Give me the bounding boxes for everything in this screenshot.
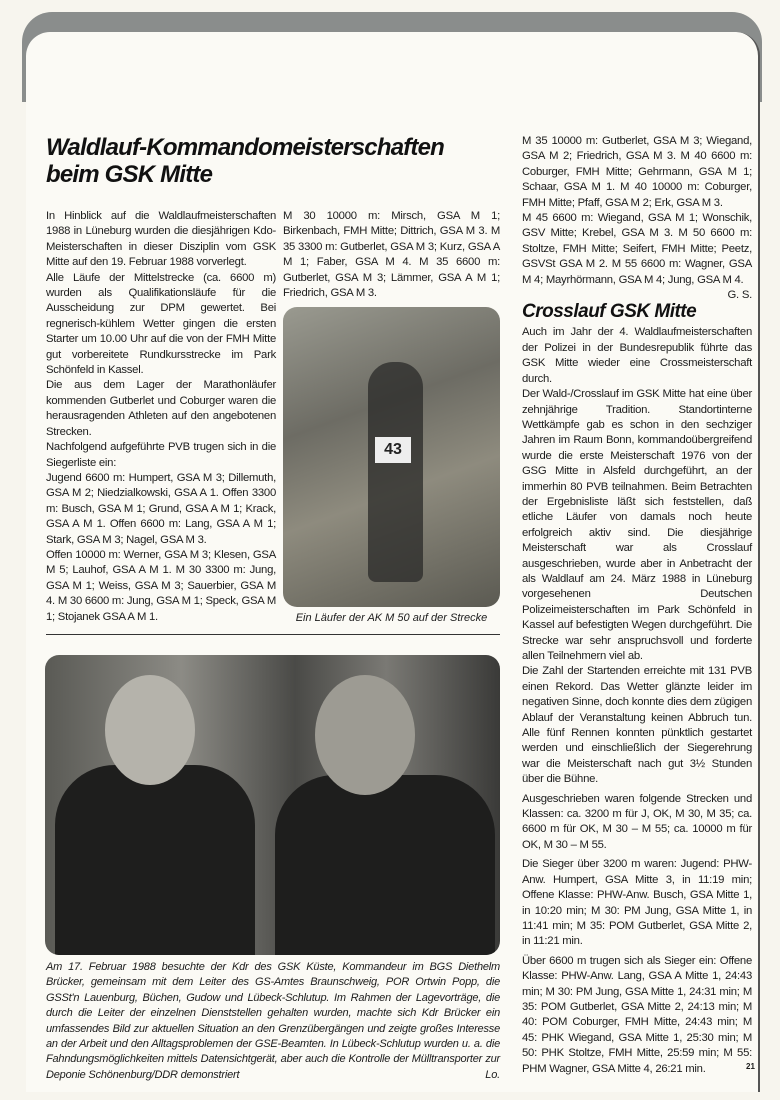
right-column bbox=[522, 134, 752, 1077]
paragraph: Die Sieger über 3200 m waren: Jugend: PHW-Anw. Humpert, GSA Mitte 3, in 11:19 min; Offene Klasse: PHW-Anw. Busch, GSA Mitte 1, in 10:20 min; M 30: PM Jung, GSA Mitte 1, in 11:41 min; M 35: POM Gutberlet, GSA Mitte 2, in 11:21 min. bbox=[522, 858, 752, 948]
officer-left bbox=[55, 765, 255, 955]
left-column bbox=[46, 209, 276, 625]
paragraph: Jugend 6600 m: Humpert, GSA M 3; Dillemuth, GSA M 2; Niedzialkowski, GSA A 1. Offen 3300 m: Busch, GSA M 1; Grund, GSA A M 1; Krack, GSA A M 1. Offen 6600 m: Lang, GSA A M 1; Stark, GSA M 3; Nagel, GSA M 3. bbox=[46, 471, 276, 546]
title-line-2: beim GSK Mitte bbox=[46, 161, 213, 188]
caption-signature: Lo. bbox=[485, 1068, 500, 1081]
paragraph: Der Wald-/Crosslauf im GSK Mitte hat eine über zehnjährige Tradition. Standortinterne Wettkämpfe gab es schon in den sechziger Jahren im Raum Bonn, kommandoübergreifend wurde die erste Meisterschaft 1976 von der GSG Mitte in Alsfeld durchgeführt, an der immerhin 80 PVB teilnahmen. Beim Betrachten der Ergebnisliste läßt sich feststellen, daß etliche Läufer von damals noch heute erfolgreich aktiv sind. Die diesjährige Meisterschaft war als Crosslauf ausgeschrieben, wurde aber in Anbetracht der als Waldlauf am 24. März 1988 in Lüneburg vorgesehenen Deutschen Polizeimeisterschaften im Park Schönfeld in Kassel auf befestigten Wegen durchgeführt. Die Strecke war sehr anspruchsvoll und forderte allen Teilnehmern viel ab. bbox=[522, 388, 752, 662]
paragraph: Über 6600 m trugen sich als Sieger ein: Offene Klasse: PHW-Anw. Lang, GSA A Mitte 1, 24:43 min; M 30: PM Jung, GSA Mitte 1, 24:31 min; M 35: POM Gutberlet, GSA Mitte 2, 24:13 min; M 40: POM Coburger, FMH Mitte, 24:43 min; M 45: PHK Wiegand, GSA Mitte 1, 25:30 min; M 50: PHK Stoltze, FMH Mitte, 25:59 min; M 55: PHM Wagner, GSA Mitte 4, 26:21 min. bbox=[522, 954, 752, 1075]
section-title: Crosslauf GSK Mitte bbox=[522, 301, 697, 323]
paragraph: M 35 10000 m: Gutberlet, GSA M 3; Wiegand, GSA M 2; Friedrich, GSA M 3. M 40 6600 m: Coburger, FMH Mitte; Gehrmann, GSA M 1; Schaar, GSA M 1. M 40 10000 m: Coburger, FMH Mitte; Pfaff, GSA M 2; Erk, GSA M 3. bbox=[522, 135, 752, 209]
article-title bbox=[46, 134, 444, 188]
paragraph-text: M 45 6600 m: Wiegand, GSA M 1; Wonschik, GSV Mitte; Krebel, GSA M 3. M 50 6600 m: Stoltze, FMH Mitte; Seifert, FMH Mitte; Peetz, GSVSt GSA M 2. M 55 6600 m: Wagner, GSA M 4; Mayrhörmann, GSA M 4; Jung, GSA M 4. bbox=[522, 212, 752, 286]
divider bbox=[46, 634, 500, 635]
middle-column bbox=[283, 209, 500, 301]
bib-number: 43 bbox=[375, 437, 411, 463]
paragraph: In Hinblick auf die Waldlaufmeisterschaften 1988 in Lüneburg wurden die diesjährigen Kdo-Meisterschaften in dieser Disziplin vom GSK Mitte auf den 19. Februar 1988 vorverlegt. bbox=[46, 210, 276, 269]
paragraph: M 30 10000 m: Mirsch, GSA M 1; Birkenbach, FMH Mitte; Dittrich, GSA M 3. M 35 3300 m: Gutberlet, GSA M 3; Kurz, GSA A M 1; Faber, GSA M 4. M 35 6600 m: Gutberlet, GSA M 3; Lämmer, GSA A M 1; Friedrich, GSA M 3. bbox=[283, 210, 500, 300]
paragraph: Auch im Jahr der 4. Waldlaufmeisterschaften der Polizei in der Bundesrepublik führte das GSK Mitte wieder eine Crossmeisterschaft durch. bbox=[522, 326, 752, 385]
runner-photo bbox=[283, 307, 500, 607]
paragraph: Die aus dem Lager der Marathonläufer kommenden Gutberlet und Coburger waren die herausragenden Athleten auf den angebotenen Strecken. bbox=[46, 379, 276, 438]
photo-caption: Ein Läufer der AK M 50 auf der Strecke bbox=[295, 612, 488, 624]
officers-photo bbox=[45, 655, 500, 955]
author-signature: G. S. bbox=[727, 289, 752, 302]
runner-figure bbox=[368, 362, 423, 582]
page-number: 21 bbox=[746, 1062, 755, 1071]
paragraph: Ausgeschrieben waren folgende Strecken und Klassen: ca. 3200 m für J, OK, M 30, M 35; ca. 6600 m für OK, M 30 – M 55; ca. 10000 m für OK, M 30 – M 55. bbox=[522, 792, 752, 851]
officer-left-face bbox=[105, 675, 195, 785]
caption-text: Am 17. Februar 1988 besuchte der Kdr des GSK Küste, Kommandeur im BGS Diethelm Brücker, gemeinsam mit dem Leiter des GS-Amtes Braunschweig, POR Ortwin Popp, die GSSt'n Lauenburg, Büchen, Gudow und Lübeck-Schlutup. Im Rahmen der Lagevorträge, die durch die Leiter der einzelnen Dienststellen gehalten wurden, machte sich Kdr Brücker ein umfassendes Bild zur aktuellen Situation an den Grenzübergängen und zeigte großes Interesse an der Arbeit und den Alltagsproblemen der GSE-Beamten. In Lübeck-Schlutup wurden u. a. die Fahndungsmöglichkeiten mittels Datensichtgerät, aber auch die Kontrolle der Mülltransporter zur Deponie Schönenburg/DDR demonstriert bbox=[46, 961, 500, 1081]
paragraph: Die Zahl der Startenden erreichte mit 131 PVB einen Rekord. Das Wetter glänzte leider im negativen Sinne, doch konnte dies dem zügigen Ablauf der Veranstaltung keinen Abbruch tun. Alle fünf Rennen konnten pünktlich gestartet werden und einschließlich der Siegerehrung war die Meisterschaft nach gut 3½ Stunden über die Bühne. bbox=[522, 665, 752, 786]
officer-right-face bbox=[315, 675, 415, 795]
paragraph: Offen 10000 m: Werner, GSA M 3; Klesen, GSA M 5; Lauhof, GSA A M 1. M 30 3300 m: Jung, GSA M 1; Weiss, GSA M 3; Sauerbier, GSA M 4. M 30 6600 m: Jung, GSA M 1; Speck, GSA M 1; Stojanek GSA A M 1. bbox=[46, 548, 276, 623]
paragraph: Nachfolgend aufgeführte PVB trugen sich in die Siegerliste ein: bbox=[46, 441, 276, 469]
officer-right bbox=[275, 775, 495, 955]
paragraph bbox=[522, 211, 752, 302]
photo-caption-2 bbox=[46, 960, 500, 1083]
paragraph: Alle Läufe der Mittelstrecke (ca. 6600 m) wurden als Qualifikationsläufe für die Ausscheidung zur DPM gewertet. Bei regnerisch-kühlem Wetter gingen die ersten Starter um 10.00 Uhr auf die von der FMH Mitte gut vorbereitete Rundkursstrecke im Park Schönfeld in Kassel. bbox=[46, 271, 276, 377]
title-line-1: Waldlauf-Kommandomeisterschaften bbox=[46, 134, 445, 161]
